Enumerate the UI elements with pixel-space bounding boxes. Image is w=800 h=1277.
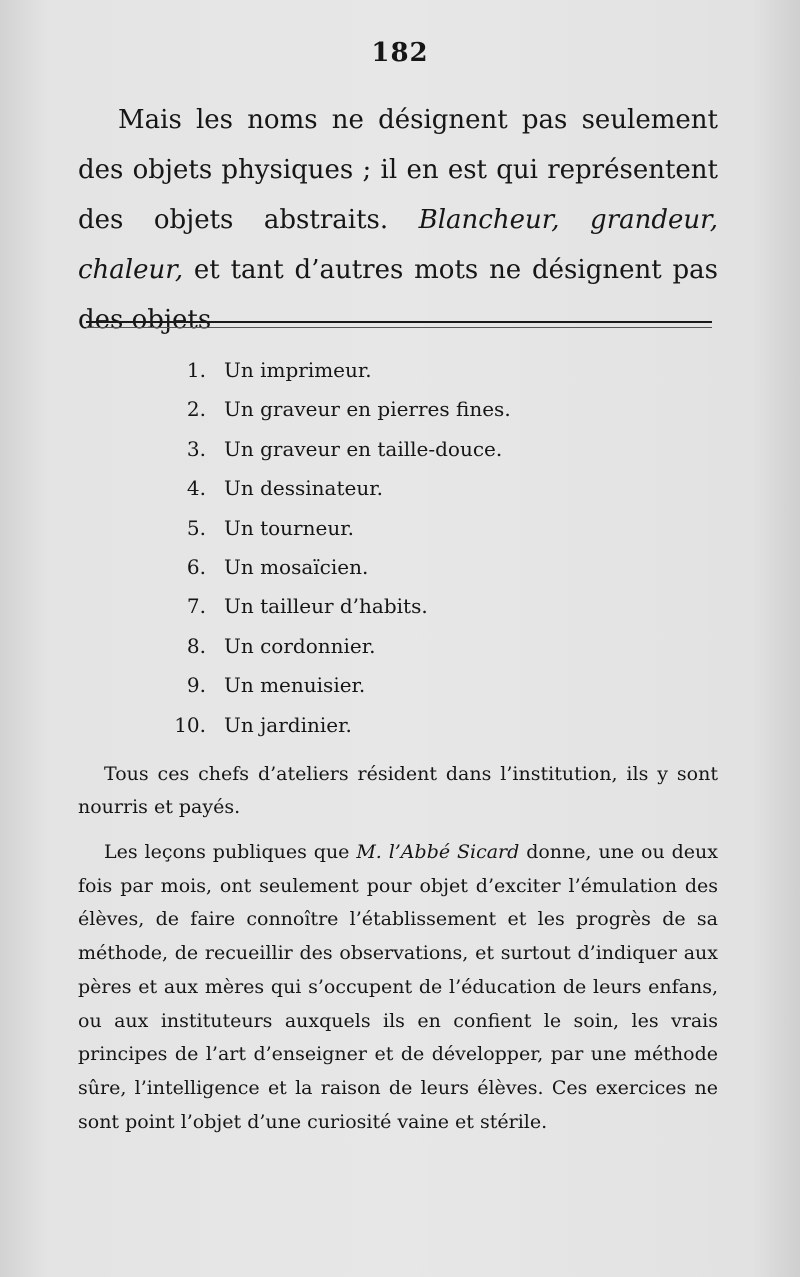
item-text: Un tourneur. [224,515,354,540]
item-number: 1. [186,358,206,382]
list-item [160,509,720,548]
list-item [160,351,720,390]
item-text: Un menuisier. [224,673,366,698]
item-number: 9. [186,673,206,698]
item-text: Un tailleur d’habits. [224,594,428,619]
item-number: 3. [186,436,206,461]
item-number: 4. [186,476,206,501]
paragraph-lecons-text-b: donne, une ou deux fois par mois, ont seulement pour objet d’exciter l’émulation des élèves, de faire connoître l’établissement et les progrès de sa méthode, de recueillir des observations, et surtout d’indiquer aux pères et aux mères qui s’occupent de l’éducation de leurs enfans, ou aux instituteurs auxquels ils en confient le soin, les vrais principes de l’art d’enseigner et de développer, par une méthode sûre, l’intelligence et la raison de leurs élèves. Ces exercices ne sont point l’objet d’une curiosité vaine et stérile. [78,841,718,1133]
item-number: 2. [186,397,206,422]
section-divider-thin [86,327,712,328]
list-item [160,469,720,508]
item-text: Un graveur en taille-douce. [224,436,503,461]
item-text: Un cordonnier. [224,633,376,658]
list-item [160,706,720,745]
list-item [160,627,720,666]
list-item [160,430,720,469]
list-item [160,548,720,587]
paragraph-lecons [78,836,718,1139]
intro-text-b: et tant d’autres mots ne désignent pas des objets [78,255,718,335]
item-text: Un mosaïcien. [224,554,369,579]
paragraph-ateliers-text: Tous ces chefs d’ateliers résident dans l’institution, ils y sont nourris et payés. [78,763,718,818]
paragraph-ateliers [78,758,718,824]
list-item [160,666,720,705]
item-text: Un dessinateur. [224,476,383,501]
intro-paragraph [78,95,718,345]
item-text: Un jardinier. [224,712,352,737]
list-item [160,587,720,626]
list-item [160,390,720,429]
paragraph-lecons-text-a: Les leçons publiques que [104,841,357,863]
trades-list [160,351,720,745]
intro-italic-words: Blancheur, grandeur, chaleur, [78,205,718,285]
item-number: 5. [186,515,206,540]
item-text: Un imprimeur. [224,358,372,382]
item-number: 7. [186,594,206,619]
item-number: 10. [174,712,206,737]
page-number: 182 [371,38,429,68]
author-name: M. l’Abbé Sicard [356,841,520,863]
item-number: 6. [186,554,206,579]
item-text: Un graveur en pierres fines. [224,397,511,422]
item-number: 8. [186,633,206,658]
section-divider [86,321,712,323]
intro-text-a: Mais les noms ne désignent pas seulement des objets physiques ; il en est qui représentent des objets abstraits. [78,105,718,235]
